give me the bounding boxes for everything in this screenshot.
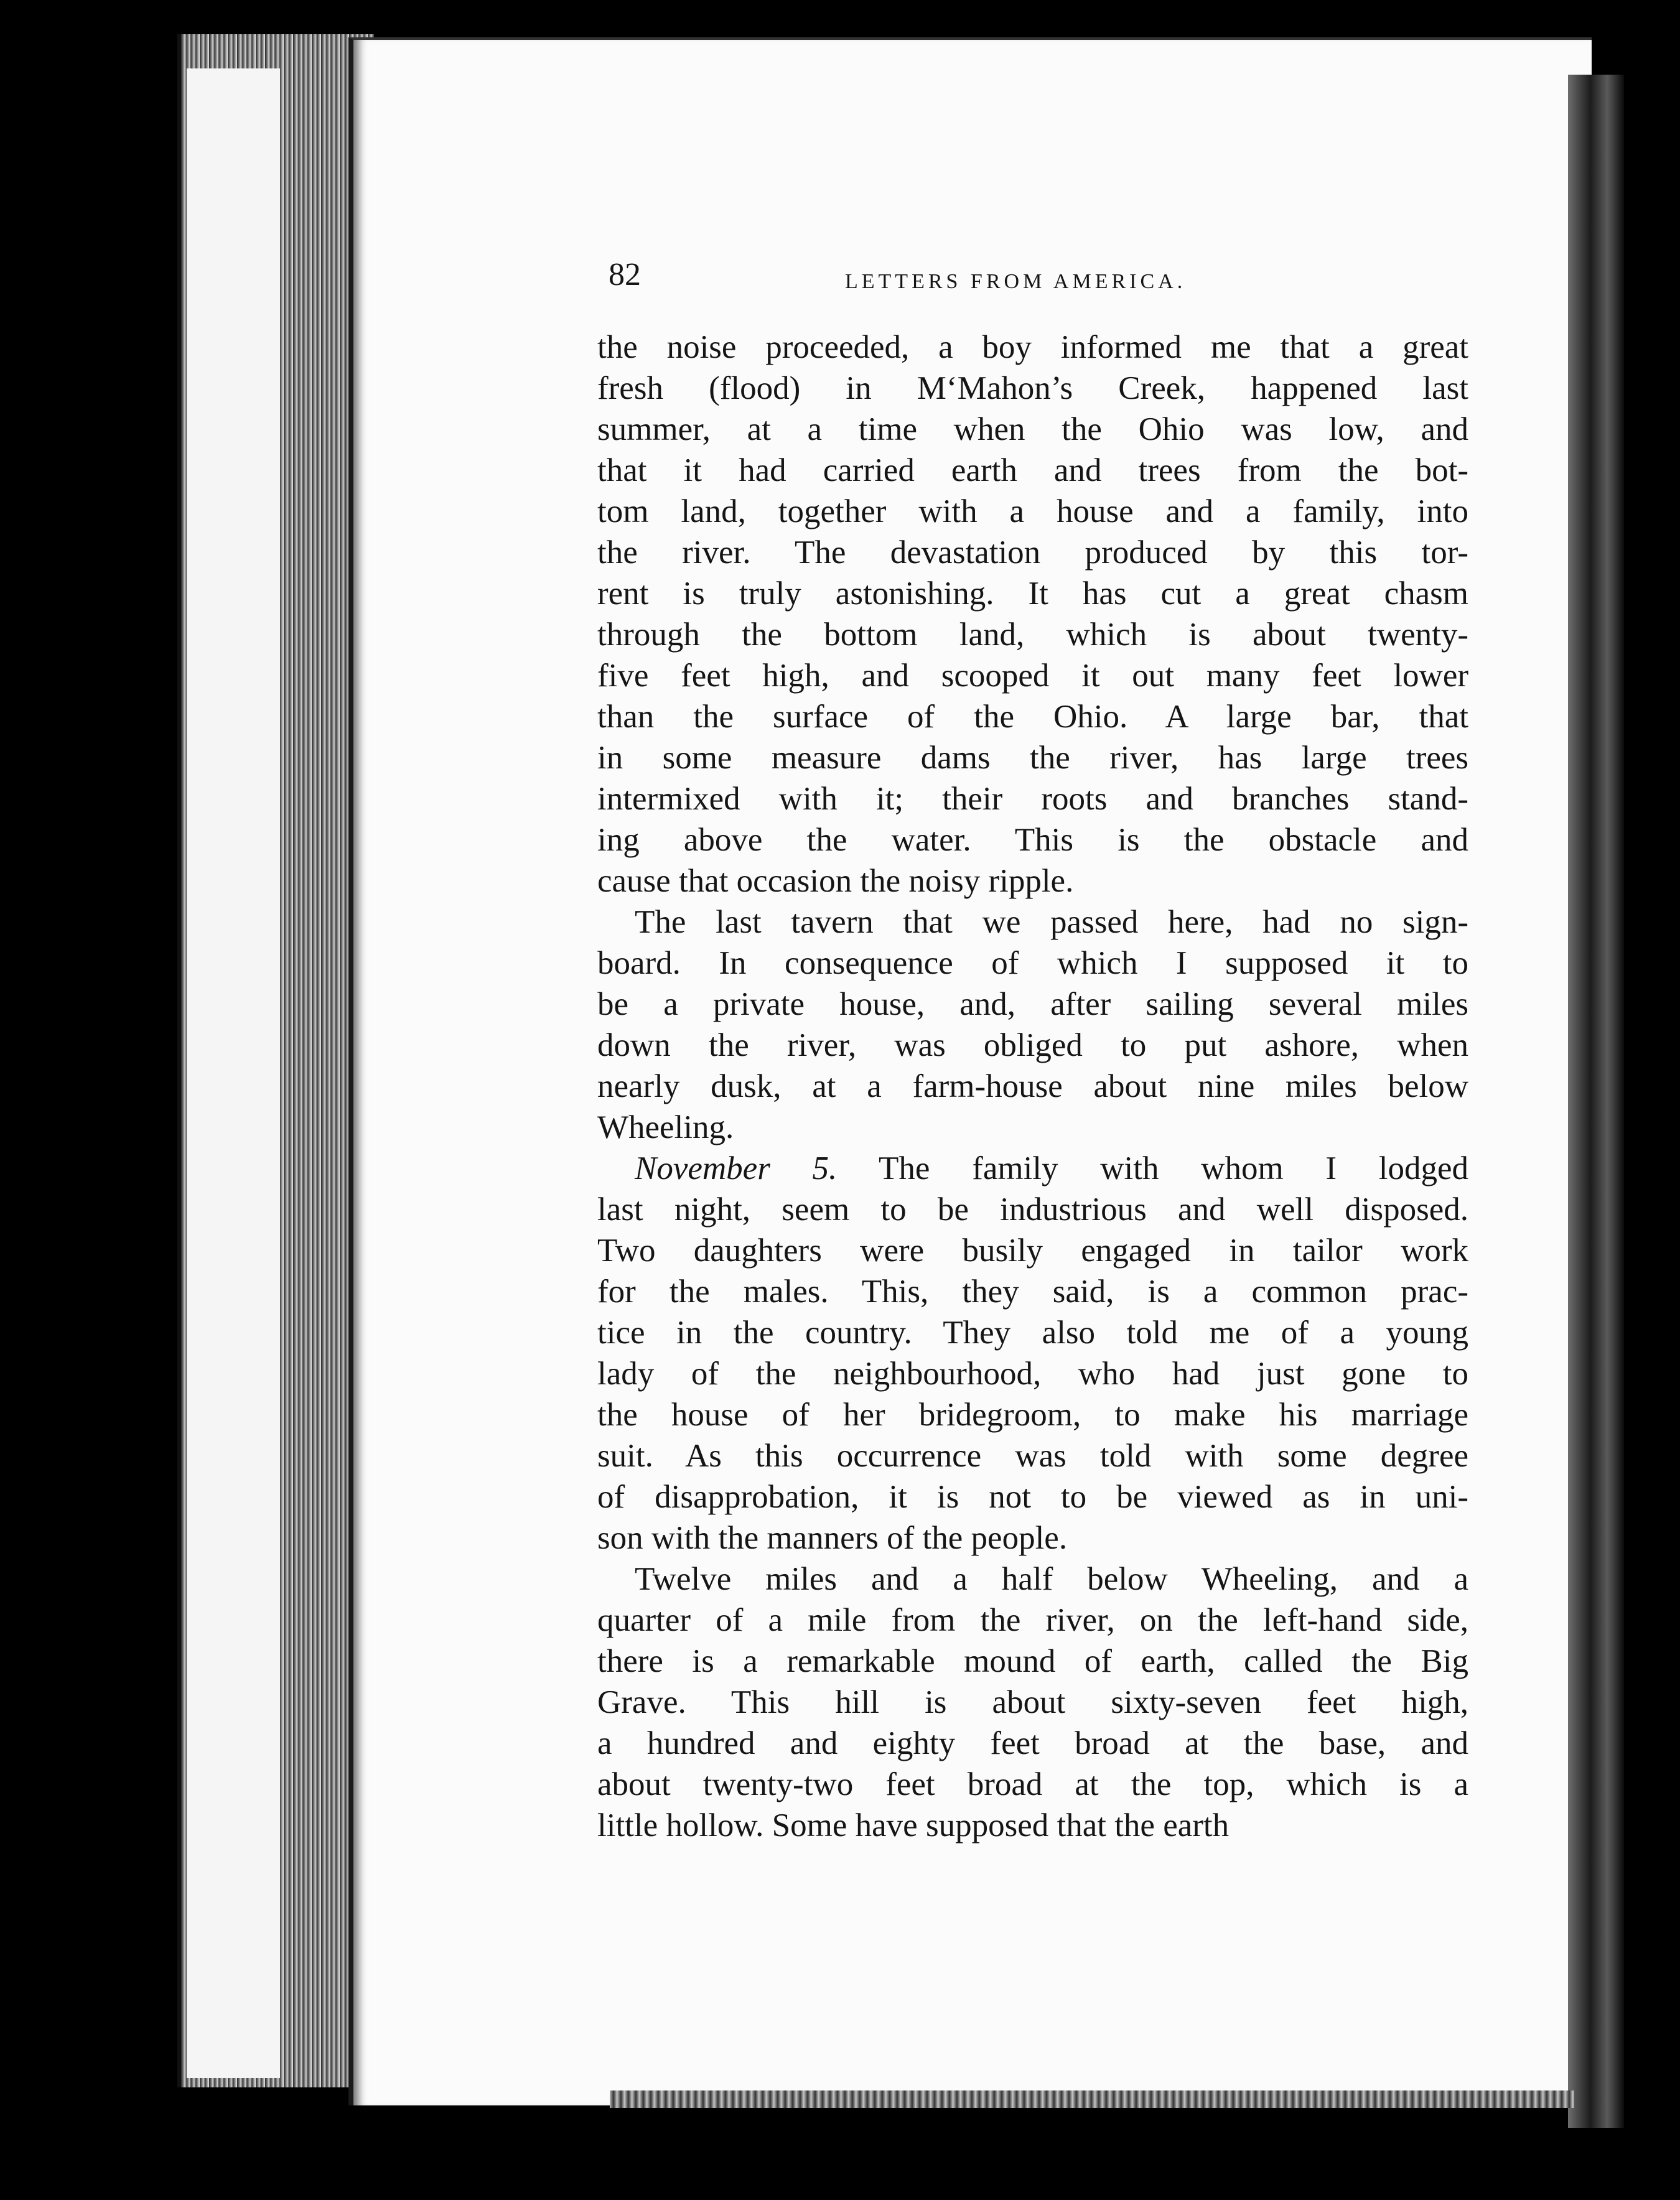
text-line: intermixed with it; their roots and branches stand-	[597, 781, 1468, 817]
page-header	[609, 256, 1256, 300]
text-line: Wheeling.	[597, 1109, 734, 1145]
text-line: there is a remarkable mound of earth, called the Big	[597, 1643, 1468, 1679]
text-line: Twelve miles and a half below Wheeling, and a	[635, 1561, 1468, 1597]
text-line: be a private house, and, after sailing several miles	[597, 986, 1468, 1022]
text-line: son with the manners of the people.	[597, 1520, 1068, 1556]
text-line: through the bottom land, which is about twenty-	[597, 617, 1468, 653]
text-line: five feet high, and scooped it out many feet lower	[597, 658, 1468, 694]
text-line: Grave. This hill is about sixty-seven feet high,	[597, 1684, 1468, 1720]
text-line: The last tavern that we passed here, had no sign-	[635, 904, 1468, 940]
text-line: tice in the country. They also told me of a young	[597, 1315, 1468, 1351]
left-page-sheet	[187, 68, 280, 2078]
text-line: quarter of a mile from the river, on the left-hand side,	[597, 1602, 1468, 1638]
text-line: little hollow. Some have supposed that the earth	[597, 1807, 1230, 1843]
text-line: about twenty-two feet broad at the top, which is a	[597, 1766, 1468, 1802]
text-line: than the surface of the Ohio. A large bar, that	[597, 699, 1468, 735]
text-line: board. In consequence of which I supposed it to	[597, 945, 1468, 981]
text-line: down the river, was obliged to put ashore, when	[597, 1027, 1468, 1063]
running-title: LETTERS FROM AMERICA.	[845, 270, 1187, 293]
bottom-page-edge	[610, 2090, 1574, 2108]
text-line: fresh (flood) in M‘Mahon’s Creek, happened last	[597, 370, 1468, 406]
text-line: that it had carried earth and trees from the bot-	[597, 452, 1468, 488]
text-line: rent is truly astonishing. It has cut a great chasm	[597, 576, 1468, 612]
date-lead-in: November 5.	[635, 1150, 838, 1186]
text-line: of disapprobation, it is not to be viewed as in uni-	[597, 1479, 1468, 1515]
text-line: Two daughters were busily engaged in tailor work	[597, 1233, 1468, 1269]
text-line: nearly dusk, at a farm-house about nine miles below	[597, 1068, 1468, 1104]
text-line: tom land, together with a house and a family, into	[597, 493, 1468, 529]
text-line: cause that occasion the noisy ripple.	[597, 863, 1074, 899]
page-number: 82	[609, 257, 641, 292]
text-line: the house of her bridegroom, to make his marriage	[597, 1397, 1468, 1433]
text-line: summer, at a time when the Ohio was low, and	[597, 411, 1468, 447]
body-text	[597, 327, 1468, 1846]
right-page-edge	[1568, 75, 1624, 2128]
text-line: November 5. The family with whom I lodged	[635, 1150, 1468, 1186]
text-line: last night, seem to be industrious and well disposed.	[597, 1191, 1468, 1228]
text-line: lady of the neighbourhood, who had just gone to	[597, 1356, 1468, 1392]
text-line: for the males. This, they said, is a common prac-	[597, 1274, 1468, 1310]
text-line: in some measure dams the river, has large trees	[597, 740, 1468, 776]
text-line: suit. As this occurrence was told with some degree	[597, 1438, 1468, 1474]
text-line: the noise proceeded, a boy informed me that a great	[597, 329, 1468, 365]
text-line: a hundred and eighty feet broad at the base, and	[597, 1725, 1468, 1761]
text-line: the river. The devastation produced by this tor-	[597, 534, 1468, 571]
text-line: ing above the water. This is the obstacle and	[597, 822, 1468, 858]
